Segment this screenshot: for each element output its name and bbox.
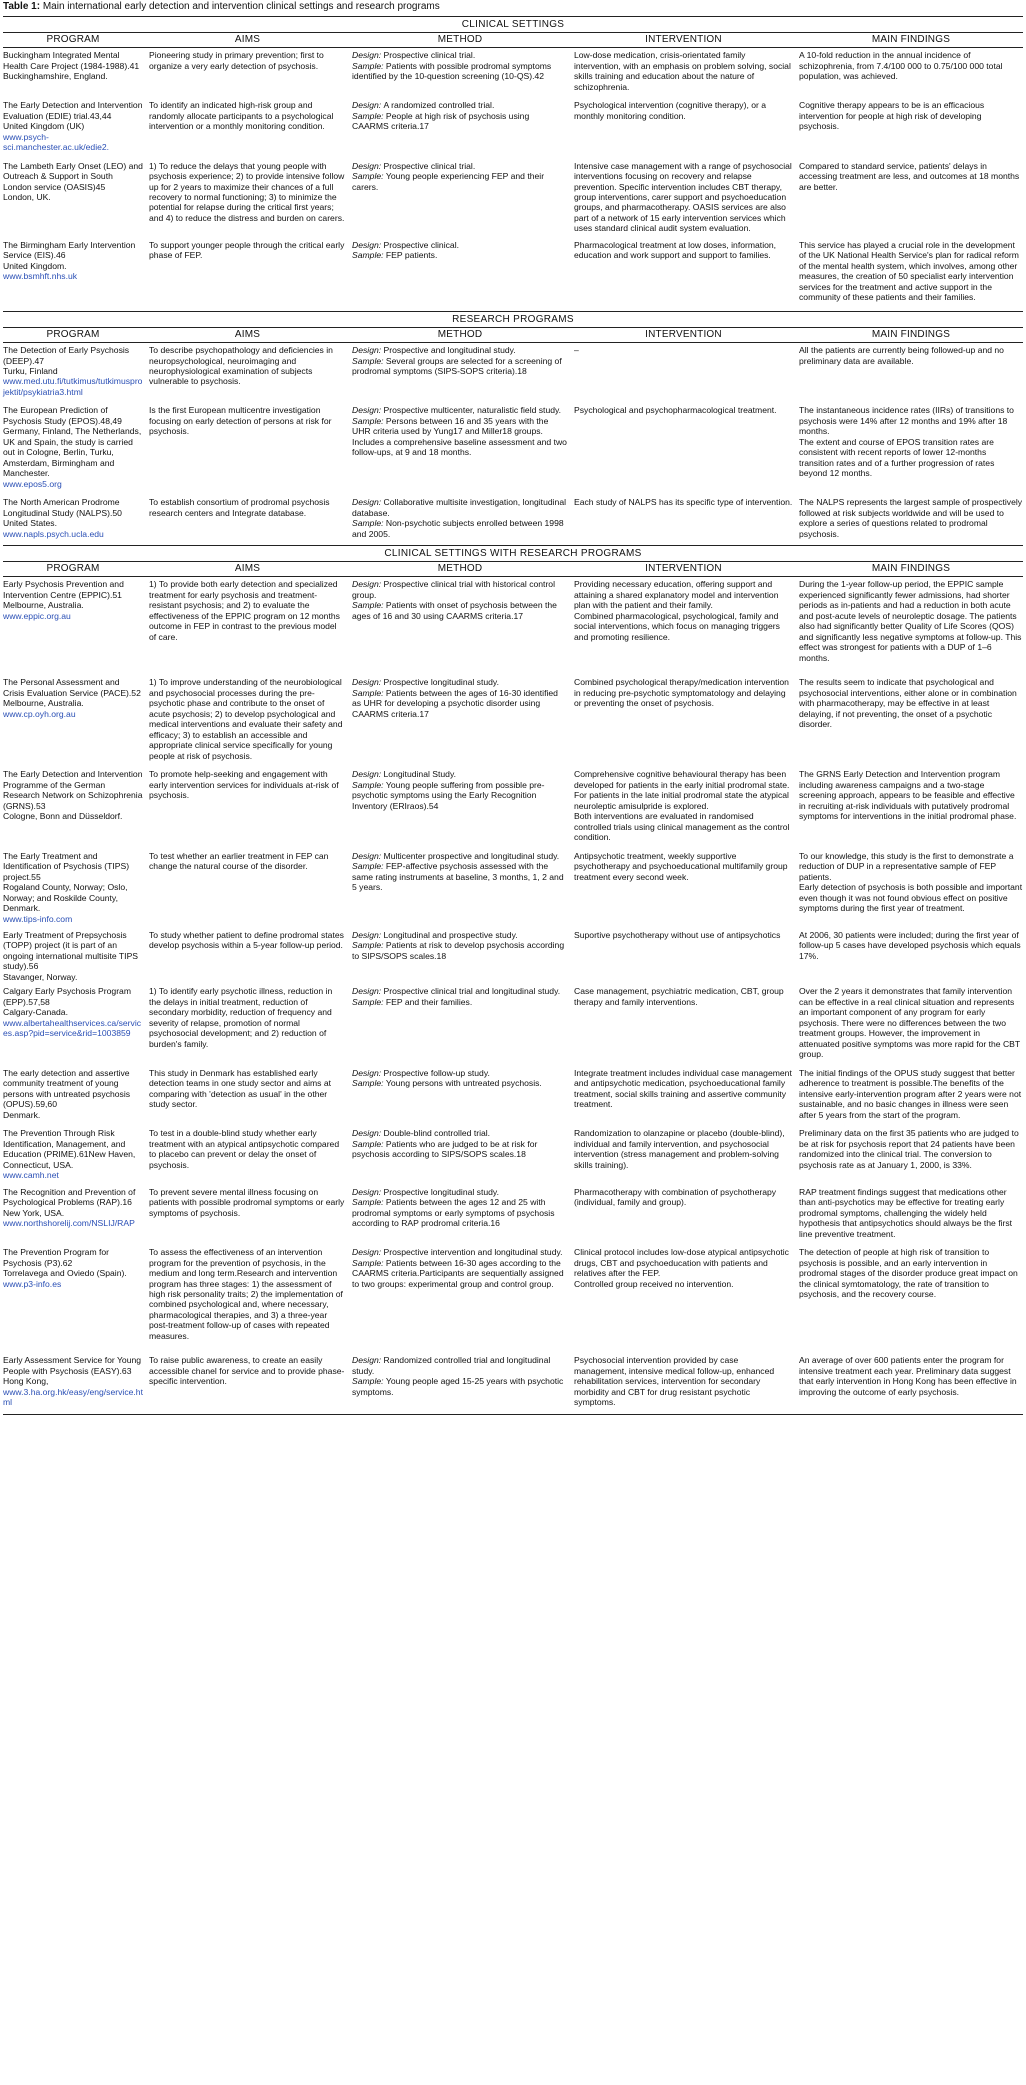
findings-cell: Over the 2 years it demonstrates that family intervention can be effective in a real clinical situation and represents an important component of any program for early psychosis. There were no differences between the two treatment groups. However, the improvement in attenuated positive symptoms was more rapid for the CBT group. [799, 986, 1023, 1060]
findings-cell: Cognitive therapy appears to be is an efficacious intervention for people at high risk of developing psychosis. [799, 100, 987, 132]
aims-cell: To prevent severe mental illness focusing on patients with possible prodromal symptoms or early symptoms of psychosis. [149, 1186, 347, 1218]
aims-cell: To describe psychopathology and deficiencies in neuropsychological, neuroimaging and neurophysiological examination of subjects vulnerable to psychosis. [149, 345, 336, 387]
intervention-cell: – [574, 345, 579, 356]
table-row [3, 579, 1023, 677]
aims-cell: 1) To reduce the delays that young people with psychosis experience; 2) to provide intensive follow up for 2 years to maximize their chances of a full recovery to normal functioning; 3) to minimize the potential for relapse during the critical first years; and 4) to reduce the distress and burden on carers. [149, 160, 347, 223]
table-row [3, 769, 1023, 850]
sample-label: Sample: [352, 110, 386, 121]
table-caption [3, 1, 440, 13]
design-label: Design: [352, 1128, 384, 1139]
column-header: AIMS [234, 328, 261, 340]
method-cell [352, 579, 574, 663]
program-link[interactable]: www.bsmhft.nhs.uk [3, 271, 78, 282]
program-cell [3, 851, 149, 924]
program-name: The Early Detection and Intervention Evaluation (EDIE) trial.43,44 United Kingdom (UK) [3, 100, 143, 132]
aims-cell: Is the first European multicentre investigation focusing on early detection of persons at risk for psychosis. [149, 405, 334, 437]
design-text: Prospective clinical trial and longitudinal study. [383, 986, 561, 997]
column-header: PROGRAM [46, 563, 100, 575]
findings-cell: The instantaneous incidence rates (IIRs) of transitions to psychosis were 14% after 12 months and 19% after 18 months. The extent and course of EPOS transition rates are consistent with recent reports of lower 12-months transition rates and of a further progression of rates beyond 12 months. [799, 405, 1014, 479]
program-cell [3, 345, 149, 397]
intervention-cell: Intensive case management with a range of psychosocial interventions focusing on recovery and relapse prevention. Specific intervention includes CBT therapy, group interventions, carer support and psychoeducation groups, and pharmacotherapy. OASIS services are also part of a network of 15 early intervention services which uses standard clinical audit system evaluation. [574, 160, 795, 234]
sample-label: Sample: [352, 1257, 386, 1268]
table-row [3, 161, 1023, 240]
program-link[interactable]: www.tips-info.com [3, 913, 73, 924]
design-label: Design: [352, 1186, 384, 1197]
method-cell [352, 769, 574, 842]
aims-cell: 1) To improve understanding of the neurobiological and psychosocial processes during the pre-psychotic phase and contribute to the onset of acute psychosis; 2) to develop psychological and medical interventions and evaluate their safety and efficacy; 3) to establish an accessible and appropriate clinical service specifically for young people at risk of psychosis. [149, 677, 345, 761]
program-cell [3, 1355, 149, 1407]
table-row [3, 930, 1023, 986]
intervention-cell: Clinical protocol includes low-dose atypical antipsychotic drugs, CBT and psychoeducation with patients and relatives after the FEP. Controlled group received no intervention. [574, 1247, 789, 1289]
aims-cell: To promote help-seeking and engagement with early intervention services for individuals at-risk of psychosis. [149, 769, 342, 801]
program-link[interactable]: www.p3-info.es [3, 1278, 62, 1289]
column-header: MAIN FINDINGS [871, 34, 951, 46]
caption-label: Table 1: [3, 1, 41, 12]
program-name: The Early Treatment and Identification of Psychosis (TIPS) project.55 Rogaland County, Norway; Oslo, Norway; and Roskilde County, Denmark. [3, 850, 130, 914]
program-link[interactable]: www.camh.net [3, 1170, 59, 1181]
column-header: INTERVENTION [645, 328, 722, 340]
sample-text: FEP and their families. [385, 996, 473, 1007]
method-cell [352, 161, 574, 234]
program-name: The Prevention Program for Psychosis (P3).62 Torrelavega and Oviedo (Spain). [3, 1247, 127, 1279]
intervention-cell: Integrate treatment includes individual case management and antipsychotic medication, psychoeducational family treatment, social skills training and assertive community treatment. [574, 1067, 795, 1110]
findings-cell: Compared to standard service, patients' delays in accessing treatment are less, and outcomes at 18 months are better. [799, 160, 1022, 192]
sample-label: Sample: [352, 940, 386, 951]
findings-cell: All the patients are currently being followed-up and no preliminary data are available. [799, 345, 1007, 366]
program-link[interactable]: www.epos5.org [3, 478, 62, 489]
design-label: Design: [352, 1355, 384, 1366]
table-row [3, 240, 1023, 311]
design-text: Longitudinal Study. [383, 769, 456, 780]
program-cell [3, 930, 149, 982]
design-label: Design: [352, 929, 384, 940]
column-header-row [3, 327, 1023, 343]
table-row [3, 1247, 1023, 1355]
intervention-cell: Suportive psychotherapy without use of antipsychotics [574, 929, 781, 940]
aims-cell: To test whether an earlier treatment in FEP can change the natural course of the disorder. [149, 850, 331, 872]
aims-cell: To support younger people through the critical early phase of FEP. [149, 239, 347, 261]
sample-text: Patients with possible prodromal symptoms identified by the 10-question screening (10-QS).42 [352, 60, 554, 82]
design-label: Design: [352, 677, 384, 688]
sample-label: Sample: [352, 1197, 386, 1208]
caption-text: Main international early detection and intervention clinical settings and research programs [42, 1, 440, 12]
aims-cell: This study in Denmark has established early detection teams in one study sector and aims at comparing with 'detection as usual' in the other study sector. [149, 1067, 334, 1110]
aims-cell: To assess the effectiveness of an intervention program for the prevention of psychosis, in the medium and long term.Research and intervention program has three stages: 1) the assessment of high risk personality traits; 2) the implementation of combined psychological and, where necessary, pharmacological therapies, and 3) a three-year post-treatment follow-up of cases with repeated measures. [149, 1247, 346, 1341]
sample-text: Patients who are judged to be at risk for psychosis according to SIPS/SOPS scales.18 [352, 1138, 540, 1160]
sample-label: Sample: [352, 1078, 386, 1089]
column-header: PROGRAM [46, 328, 100, 340]
design-label: Design: [352, 239, 384, 250]
sample-label: Sample: [352, 996, 386, 1007]
program-cell [3, 161, 149, 234]
design-label: Design: [352, 1247, 384, 1258]
program-cell [3, 50, 149, 92]
design-label: Design: [352, 345, 384, 356]
table-row [3, 405, 1023, 497]
design-text: Prospective intervention and longitudinal study. [383, 1247, 563, 1258]
method-cell [352, 405, 574, 489]
table-row [3, 345, 1023, 405]
table-row [3, 1128, 1023, 1186]
design-label: Design: [352, 986, 384, 997]
column-header: MAIN FINDINGS [871, 563, 951, 575]
sample-label: Sample: [352, 60, 386, 71]
table-row [3, 497, 1023, 545]
design-label: Design: [352, 100, 384, 111]
intervention-cell: Comprehensive cognitive behavioural therapy has been developed for patients in the early initial prodromal state. For patients in the late initial prodromal state the atypical neuroleptic amisulpride is explored. Both interventions are evaluated in randomised controlled trials using clinical management as the control condition. [574, 769, 790, 843]
column-header: INTERVENTION [645, 563, 722, 575]
program-cell [3, 677, 149, 761]
method-cell [352, 851, 574, 924]
design-text: Randomized controlled trial and longitudinal study. [352, 1355, 553, 1376]
design-label: Design: [352, 1067, 384, 1078]
program-cell [3, 579, 149, 663]
column-header-row [3, 561, 1023, 577]
program-name: The European Prediction of Psychosis Study (EPOS).48,49 Germany, Finland, The Netherlands, UK and Spain, the study is carried out in Cologne, Berlin, Turku, Amsterdam, Birmingham and Manchester. [3, 405, 142, 479]
table-row [3, 986, 1023, 1067]
intervention-cell: Psychological and psychopharmacological treatment. [574, 405, 777, 416]
findings-cell: The GRNS Early Detection and Intervention program including awareness campaigns and a two-stage screening approach, appears to be feasible and effective in recruiting at-risk individuals with putatively prodromal symptoms for interventions in the initial prodromal phase. [799, 769, 1018, 822]
design-label: Design: [352, 497, 384, 508]
sample-text: Several groups are selected for a screening of prodromal symptoms (SIPS-SOPS criteria).18 [352, 355, 565, 376]
program-name: The North American Prodrome Longitudinal Study (NALPS).50 United States. [3, 497, 122, 529]
findings-cell: The results seem to indicate that psychological and psychosocial interventions, either alone or in combination with pharmacotherapy, may be effective in at least delaying, if not preventing, the onset of a psychotic disorder. [799, 677, 1020, 730]
program-name: Early Assessment Service for Young People with Psychosis (EASY).63 Hong Kong, [3, 1355, 144, 1387]
program-cell [3, 240, 149, 303]
column-header: AIMS [234, 34, 261, 46]
sample-label: Sample: [352, 861, 386, 872]
program-name: The Detection of Early Psychosis (DEEP).47 Turku, Finland [3, 345, 130, 376]
aims-cell: 1) To identify early psychotic illness, reduction in the delays in initial treatment, reduction of secondary morbidity, reduction of frequency and severity of relapse, promotion of normal psychosocial development; and 2) reduction of burden's family. [149, 986, 335, 1049]
intervention-cell: Pharmacotherapy with combination of psychotherapy (individual, family and group). [574, 1186, 779, 1208]
program-name: Calgary Early Psychosis Program (EPP).57,58 Calgary-Canada. [3, 986, 131, 1018]
program-link[interactable]: www.northshorelij.com/NSLIJ/RAP [3, 1218, 135, 1229]
aims-cell: 1) To provide both early detection and specialized treatment for early psychosis and treatment-resistant psychosis; and 2) to evaluate the effectiveness of the EPPIC program on 12 months outcome in FEP in contrast to the previous model of care. [149, 579, 343, 642]
intervention-cell: Providing necessary education, offering support and attaining a shared explanatory model and intervention plan with the patient and their family. Combined pharmacological, psychological, family and social interventions, which focus on managing triggers and promoting resilience. [574, 579, 780, 642]
program-name: The Prevention Through Risk Identification, Management, and Education (PRIME).61New Haven, Connecticut, USA. [3, 1128, 138, 1170]
method-cell [352, 100, 574, 152]
findings-cell: This service has played a crucial role in the development of the UK National Health Service's plan for radical reform of the mental health system, which involves, among other measures, the creation of 50 specialist early intervention services for the treatment and active support in the community of these patients and their families. [799, 239, 1022, 303]
sample-label: Sample: [352, 1376, 386, 1387]
findings-cell: An average of over 600 patients enter the program for intensive treatment each year. Preliminary data suggest that early intervention in Hong Kong has been effective in improving the outcome of early psychosis. [799, 1355, 1020, 1397]
findings-cell: Preliminary data on the first 35 patients who are judged to be at risk for psychosis report that 24 patients have been randomized into the clinical trial. The conversion to psychosis rate as at January 1, 2000, is 33%. [799, 1128, 1022, 1170]
method-cell [352, 345, 574, 397]
findings-cell: To our knowledge, this study is the first to demonstrate a reduction of DUP in a representative sample of FEP patients. Early detection of psychosis is both possible and important even though it was not found obvious effect on positive symptoms during the first year of treatment. [799, 850, 1023, 914]
intervention-cell: Antipsychotic treatment, weekly supportive psychotherapy and psychoeducational multifamily group treatment every second week. [574, 850, 790, 882]
column-header: METHOD [437, 563, 483, 575]
program-name: The Birmingham Early Intervention Service (EIS).46 United Kingdom. [3, 239, 136, 271]
findings-cell: At 2006, 30 patients were included; during the first year of follow-up 5 cases have developed psychosis which equals 17%. [799, 929, 1024, 961]
program-name: The Early Detection and Intervention Programme of the German Research Network on Schizophrenia (GRNS).53 Cologne, Bonn and Düsseldorf. [3, 769, 143, 822]
design-text: Multicenter prospective and longitudinal study. [383, 850, 560, 861]
sample-text: Young people experiencing FEP and their carers. [352, 171, 547, 192]
program-link[interactable]: www.albertahealthservices.ca/services.asp?pid=service&rid=1003859 [3, 1017, 142, 1039]
design-text: Double-blind controlled trial. [383, 1128, 491, 1139]
program-cell [3, 1128, 149, 1180]
table-row [3, 1068, 1023, 1128]
findings-cell: During the 1-year follow-up period, the EPPIC sample experienced significantly fewer admissions, had shorter periods as in-patients and had a reduction in both acute and post-acute levels of neuroleptic dosage. The patients also had significantly better Quality of Life Scores (QOS) and significantly less negative symptoms at follow-up. This effect was strongest for patients with a DUP of 1–6 months. [799, 579, 1024, 663]
design-label: Design: [352, 850, 384, 861]
design-text: Prospective clinical trial. [383, 160, 476, 171]
design-label: Design: [352, 579, 384, 590]
design-text: Prospective clinical trial. [383, 50, 476, 61]
method-cell [352, 1068, 574, 1120]
aims-cell: To test in a double-blind study whether early treatment with an atypical antipsychotic compared to placebo can prevent or delay the onset of psychosis. [149, 1128, 342, 1170]
program-link[interactable]: www.med.utu.fi/tutkimus/tutkimusprojektit/psykiatria3.html [3, 376, 143, 397]
design-text: Prospective clinical. [383, 239, 459, 250]
findings-cell: The detection of people at high risk of transition to psychosis is possible, and an early intervention in prodromal stages of the disorder produce great impact on the clinical symtomatology, the rate of transition to psychosis, and the recovery course. [799, 1247, 1021, 1299]
program-name: The Lambeth Early Onset (LEO) and Outreach & Support in South London service (OASIS)45 London, UK. [3, 160, 143, 202]
findings-cell: RAP treatment findings suggest that medications other than anti-psychotics may be effective for treating early prodromal symptoms, challenging the widely held hypothesis that antipsychotics should always be the first line preventive treatment. [799, 1186, 1015, 1239]
design-label: Design: [352, 405, 384, 416]
design-text: A randomized controlled trial. [383, 100, 495, 111]
method-cell [352, 1187, 574, 1239]
column-header: MAIN FINDINGS [871, 328, 951, 340]
column-header: METHOD [437, 328, 483, 340]
column-header-row [3, 32, 1023, 48]
section-title: CLINICAL SETTINGS WITH RESEARCH PROGRAMS [3, 545, 1023, 561]
sample-text: Patients between the ages of 16-30 identified as UHR for developing a psychotic disorder using CAARMS criteria.17 [352, 687, 561, 719]
design-text: Longitudinal and prospective study. [383, 929, 518, 940]
design-text: Prospective and longitudinal study. [383, 345, 516, 356]
program-cell [3, 769, 149, 842]
design-text: Prospective longitudinal study. [383, 677, 499, 688]
aims-cell: To raise public awareness, to create an easily accessible chanel for service and to provide phase-specific intervention. [149, 1355, 345, 1387]
method-cell [352, 677, 574, 761]
column-header: AIMS [234, 563, 261, 575]
sample-text: Persons between 16 and 35 years with the UHR criteria used by Yung17 and Miller18 groups. Includes a comprehensive baseline assessment and two follow-ups, at 9 and 18 months. [352, 415, 570, 458]
program-name: Early Treatment of Prepsychosis (TOPP) project (it is part of an ongoing international multisite TIPS study).56 Stavanger, Norway. [3, 929, 139, 982]
sample-label: Sample: [352, 250, 386, 261]
sample-text: Patients between 16-30 ages according to the CAARMS criteria.Participants are sequentially assigned to two groups: experimental group and control group. [352, 1257, 566, 1289]
column-header: METHOD [437, 34, 483, 46]
sample-text: FEP-affective psychosis assessed with the same rating instruments at baseline, 3 months, 1, 2 and 5 years. [352, 861, 567, 893]
method-cell [352, 50, 574, 92]
program-name: The Personal Assessment and Crisis Evaluation Service (PACE).52 Melbourne, Australia. [3, 677, 141, 709]
design-label: Design: [352, 50, 384, 61]
sample-label: Sample: [352, 518, 386, 529]
program-name: Early Psychosis Prevention and Intervention Centre (EPPIC).51 Melbourne, Australia. [3, 579, 124, 611]
column-header: PROGRAM [46, 34, 100, 46]
intervention-cell: Randomization to olanzapine or placebo (double-blind), individual and family intervention, and psychosocial intervention (stress management and problem-solving skills training). [574, 1128, 788, 1170]
program-link[interactable]: www.cp.oyh.org.au [3, 708, 76, 719]
aims-cell: To identify an indicated high-risk group and randomly allocate participants to a psychological intervention or a monthly monitoring condition. [149, 100, 336, 132]
sample-label: Sample: [352, 600, 386, 611]
intervention-cell: Each study of NALPS has its specific type of intervention. [574, 497, 793, 508]
sample-label: Sample: [352, 171, 386, 182]
intervention-cell: Case management, psychiatric medication, CBT, group therapy and family interventions. [574, 986, 787, 1007]
sample-label: Sample: [352, 355, 386, 366]
program-cell [3, 100, 149, 152]
method-cell [352, 497, 574, 539]
sample-text: Young people suffering from possible pre-psychotic symptoms using the Early Recognition Inventory (ERIraos).54 [352, 779, 545, 811]
intervention-cell: Psychological intervention (cognitive therapy), or a monthly monitoring condition. [574, 100, 769, 121]
aims-cell: To study whether patient to define prodromal states develop psychosis within a 5-year follow-up period. [149, 929, 347, 951]
aims-cell: To establish consortium of prodromal psychosis research centers and Integrate database. [149, 497, 332, 518]
design-text: Prospective clinical trial with historical control group. [352, 579, 558, 600]
method-cell [352, 986, 574, 1059]
table-bottom-rule [3, 1414, 1023, 1415]
sample-label: Sample: [352, 415, 386, 426]
sample-text: Patients with onset of psychosis between the ages of 16 and 30 using CAARMS criteria.17 [352, 600, 560, 621]
method-cell [352, 1247, 574, 1341]
method-cell [352, 1128, 574, 1180]
design-label: Design: [352, 769, 384, 780]
column-header: INTERVENTION [645, 34, 722, 46]
program-cell [3, 1187, 149, 1239]
sample-label: Sample: [352, 779, 386, 790]
program-cell [3, 497, 149, 539]
program-cell [3, 986, 149, 1059]
section-title: CLINICAL SETTINGS [3, 16, 1023, 32]
table-row [3, 1187, 1023, 1247]
program-cell [3, 1247, 149, 1341]
section-title: RESEARCH PROGRAMS [3, 311, 1023, 327]
findings-cell: The initial findings of the OPUS study suggest that better adherence to treatment is possible.The benefits of the intensive early-intervention program after 2 years were not sustainable, and no basic changes in illness were seen after 5 years from the start of the program. [799, 1067, 1024, 1120]
program-name: The early detection and assertive community treatment of young persons with untreated psychosis (OPUS).59,60 Denmark. [3, 1067, 131, 1120]
sample-text: FEP patients. [385, 250, 438, 261]
table-row [3, 50, 1023, 100]
design-text: Prospective longitudinal study. [383, 1186, 499, 1197]
findings-cell: A 10-fold reduction in the annual incidence of schizophrenia, from 7.4/100 000 to 0.75/100 000 total population, was achieved. [799, 50, 1005, 82]
design-text: Collaborative multisite investigation, longitudinal database. [352, 497, 569, 518]
table-row [3, 100, 1023, 160]
aims-cell: Pioneering study in primary prevention; first to organize a very early detection of psychosis. [149, 50, 327, 71]
program-name: The Recognition and Prevention of Psychological Problems (RAP).16 New York, USA. [3, 1186, 136, 1218]
sample-text: Non-psychotic subjects enrolled between 1998 and 2005. [352, 518, 567, 539]
program-link[interactable]: www.psych-sci.manchester.ac.uk/edie2. [3, 131, 110, 153]
design-text: Prospective follow-up study. [383, 1067, 490, 1078]
program-link[interactable]: www.eppic.org.au [3, 610, 71, 621]
program-link[interactable]: www.napls.psych.ucla.edu [3, 528, 104, 539]
method-cell [352, 930, 574, 982]
program-name: Buckingham Integrated Mental Health Care Project (1984-1988).41 Buckinghamshire, England. [3, 50, 140, 82]
findings-cell: The NALPS represents the largest sample of prospectively followed at risk subjects worldwide and will be used to explore a series of questions related to prodromal psychosis. [799, 497, 1025, 539]
intervention-cell: Psychosocial intervention provided by case management, intensive medical follow-up, enhanced rehabilitation services, intervention for secondary morbidity and CBT for drug resistant psychotic symptoms. [574, 1355, 777, 1408]
sample-text: People at high risk of psychosis using CAARMS criteria.17 [352, 110, 532, 132]
sample-text: Patients between the ages 12 and 25 with prodromal symptoms or early symptoms of psychosis according to RAP prodromal criteria.16 [352, 1197, 557, 1229]
intervention-cell: Combined psychological therapy/medication intervention in reducing pre-psychotic symptomatology and delaying or preventing the onset of psychosis. [574, 677, 792, 709]
programs-table [3, 16, 1023, 1415]
program-link[interactable]: www.3.ha.org.hk/easy/eng/service.html [3, 1386, 143, 1408]
sample-text: Young people aged 15-25 years with psychotic symptoms. [352, 1376, 566, 1397]
sample-text: Young persons with untreated psychosis. [385, 1078, 542, 1089]
intervention-cell: Pharmacological treatment at low doses, information, education and work support and support to families. [574, 239, 779, 261]
program-cell [3, 405, 149, 489]
table-row [3, 677, 1023, 769]
sample-label: Sample: [352, 687, 386, 698]
program-cell [3, 1068, 149, 1120]
design-text: Prospective multicenter, naturalistic field study. [383, 405, 562, 416]
method-cell [352, 1355, 574, 1407]
intervention-cell: Low-dose medication, crisis-orientated family intervention, with an emphasis on problem solving, social skills training and education about the nature of schizophrenia. [574, 50, 794, 92]
table-row [3, 851, 1023, 930]
sample-label: Sample: [352, 1138, 386, 1149]
design-label: Design: [352, 160, 384, 171]
method-cell [352, 240, 574, 303]
table-row [3, 1355, 1023, 1413]
sample-text: Patients at risk to develop psychosis according to SIPS/SOPS scales.18 [352, 940, 567, 961]
